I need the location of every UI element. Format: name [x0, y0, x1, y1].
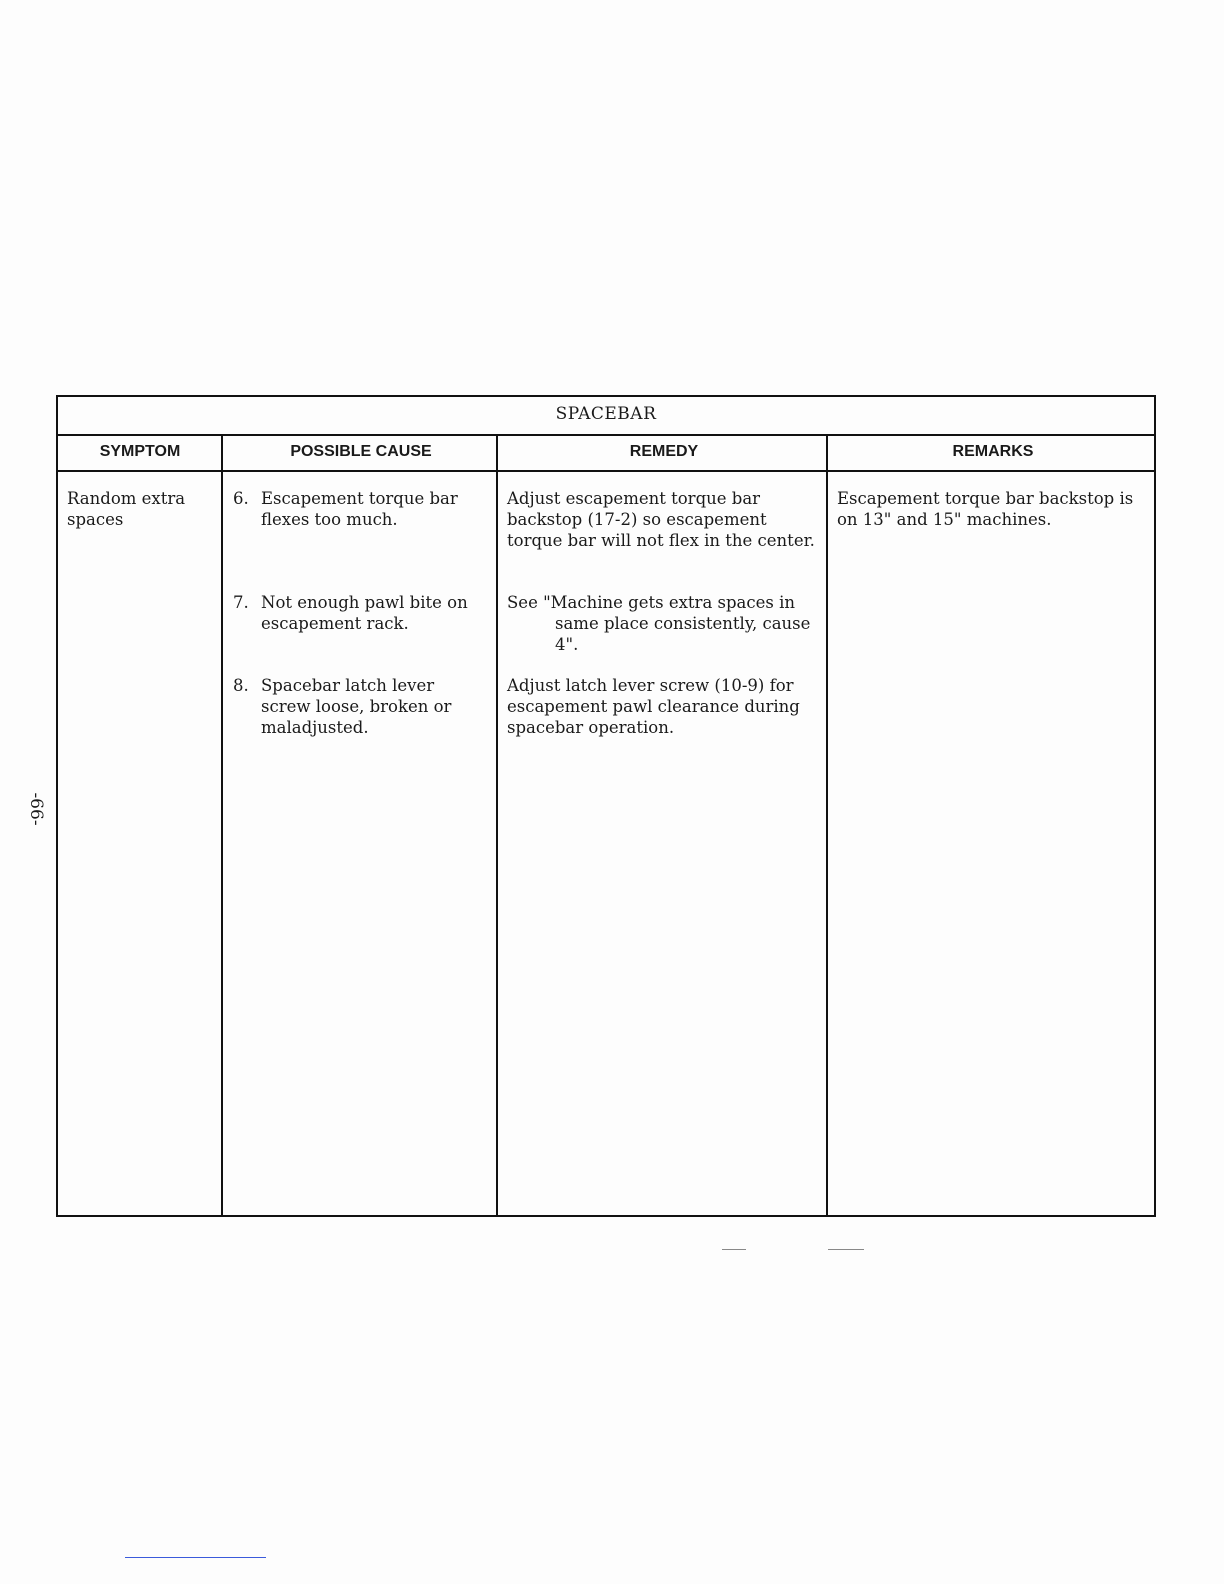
- header-symptom: SYMPTOM: [99, 443, 181, 460]
- cause-item: [233, 675, 488, 738]
- cause-text: Not enough pawl bite on escapement rack.: [261, 593, 468, 633]
- cause-number: 7.: [233, 593, 249, 612]
- remarks-cell: Escapement torque bar backstop is on 13" and 15" machines.: [837, 489, 1134, 529]
- cause-item: [233, 592, 488, 634]
- column-divider: [826, 434, 828, 1215]
- scan-mark: [828, 1249, 864, 1250]
- remedy-item: Adjust escapement torque bar backstop (17-2) so escapement torque bar will not flex in the center.: [507, 489, 815, 550]
- column-divider: [221, 434, 223, 1215]
- cause-number: 8.: [233, 676, 249, 695]
- symptom-cell: Random extra spaces: [67, 489, 186, 529]
- cause-item: [233, 488, 488, 530]
- column-divider: [496, 434, 498, 1215]
- remedy-cell: [507, 488, 819, 748]
- footer-rule: [125, 1557, 266, 1558]
- header-remedy: REMEDY: [629, 443, 699, 460]
- page-number: -66-: [26, 792, 46, 826]
- header-possible-cause: POSSIBLE CAUSE: [290, 443, 432, 460]
- table-title: SPACEBAR: [58, 397, 1154, 436]
- cause-text: Spacebar latch lever screw loose, broken or maladjusted.: [261, 676, 452, 737]
- header-remarks: REMARKS: [952, 443, 1034, 460]
- cause-text: Escapement torque bar flexes too much.: [261, 489, 458, 529]
- cause-number: 6.: [233, 489, 249, 508]
- remedy-item: See "Machine gets extra spaces in same place consistently, cause 4".: [507, 593, 811, 654]
- remedy-item: Adjust latch lever screw (10-9) for escapement pawl clearance during spacebar operation.: [507, 676, 800, 737]
- troubleshooting-table: [56, 395, 1156, 1217]
- cause-cell: [233, 488, 488, 748]
- scan-mark: [722, 1249, 746, 1250]
